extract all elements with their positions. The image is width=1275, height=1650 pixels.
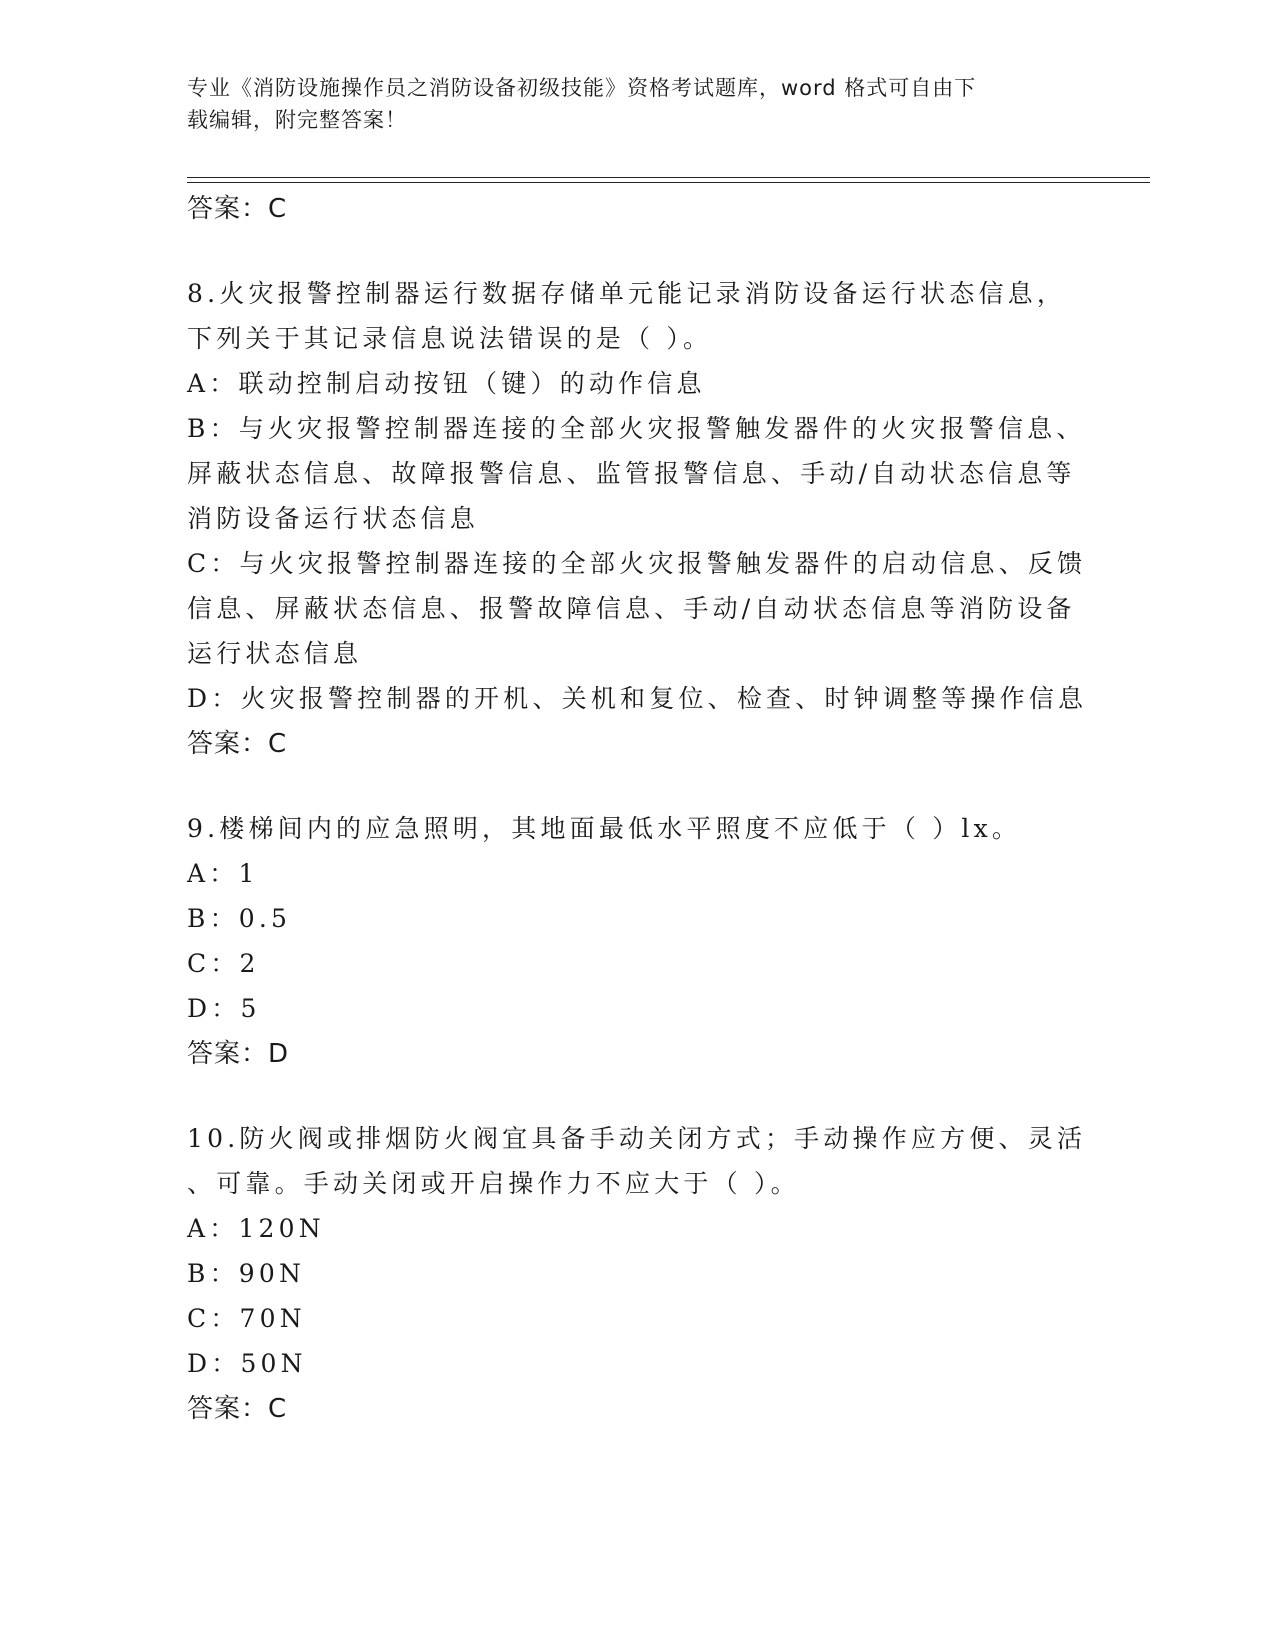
header-divider-top (187, 177, 1150, 178)
header-line-1: 专业《消防设施操作员之消防设备初级技能》资格考试题库，word 格式可自由下 (187, 76, 977, 100)
question-stem: 10.防火阀或排烟防火阀宜具备手动关闭方式；手动操作应方便、灵活 (187, 1124, 1087, 1153)
option-b: B：0.5 (187, 904, 292, 933)
question-9 (187, 806, 1087, 1077)
option-d: D：50N (187, 1349, 307, 1378)
option-d: D：5 (187, 994, 261, 1023)
option-c: 信息、屏蔽状态信息、报警故障信息、手动/自动状态信息等消防设备 (187, 594, 1076, 623)
question-8 (187, 271, 1087, 767)
question-stem: 8.火灾报警控制器运行数据存储单元能记录消防设备运行状态信息， (187, 279, 1067, 308)
question-stem: 9.楼梯间内的应急照明，其地面最低水平照度不应低于（ ）lx。 (187, 814, 1022, 843)
answer-label: 答案：D (187, 1039, 290, 1069)
option-a: A：120N (187, 1214, 325, 1243)
option-b: B：与火灾报警控制器连接的全部火灾报警触发器件的火灾报警信息、 (187, 414, 1086, 443)
option-d: D：火灾报警控制器的开机、关机和复位、检查、时钟调整等操作信息 (187, 684, 1088, 713)
answer-label: 答案：C (187, 1394, 288, 1424)
spacer (187, 232, 1087, 271)
question-stem: 下列关于其记录信息说法错误的是（ ）。 (187, 324, 713, 353)
header-divider-bottom (187, 182, 1150, 183)
spacer (187, 1077, 1087, 1116)
option-b: B：90N (187, 1259, 306, 1288)
document-header (187, 72, 1067, 136)
answer-label: 答案：C (187, 729, 288, 759)
question-10 (187, 1116, 1087, 1432)
option-a: A：联动控制启动按钮（键）的动作信息 (187, 369, 706, 398)
question-stem: 、可靠。手动关闭或开启操作力不应大于（ ）。 (187, 1169, 800, 1198)
answer-label: 答案：C (187, 194, 288, 224)
header-line-2: 载编辑，附完整答案！ (187, 108, 407, 132)
document-body (187, 186, 1087, 1432)
option-c: 运行状态信息 (187, 639, 363, 668)
option-c: C：与火灾报警控制器连接的全部火灾报警触发器件的启动信息、反馈 (187, 549, 1087, 578)
option-c: C：70N (187, 1304, 306, 1333)
option-b: 屏蔽状态信息、故障报警信息、监管报警信息、手动/自动状态信息等 (187, 459, 1076, 488)
option-a: A：1 (187, 859, 259, 888)
option-c: C：2 (187, 949, 260, 978)
option-b: 消防设备运行状态信息 (187, 504, 480, 533)
spacer (187, 767, 1087, 806)
